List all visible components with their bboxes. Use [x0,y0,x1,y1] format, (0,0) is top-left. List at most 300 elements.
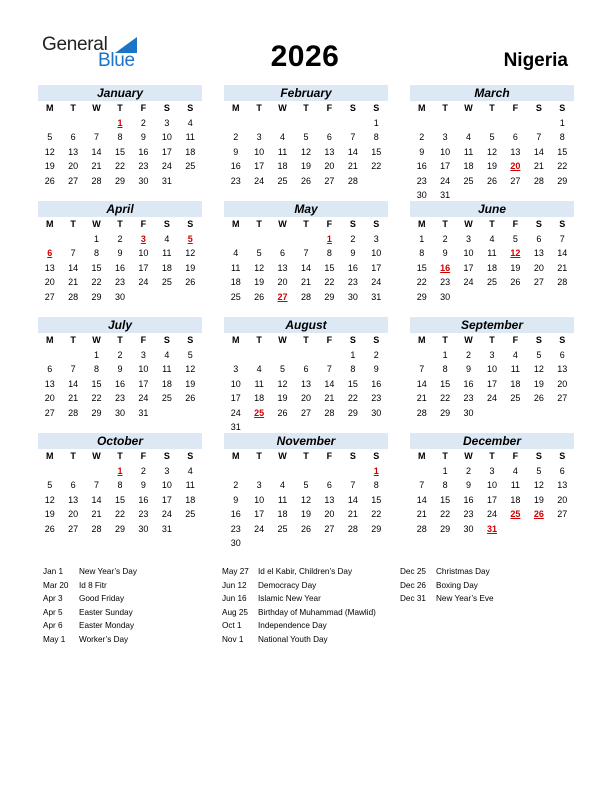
holiday-date: Dec 26 [400,580,426,590]
day-cell: 19 [486,161,497,171]
day-cell: 31 [440,190,451,200]
day-cell: 19 [44,161,55,171]
weekday-label: T [489,335,495,345]
month-title: August [224,317,388,333]
day-cell: 2 [233,480,239,490]
weekday-header [224,217,388,232]
day-cell: 14 [91,494,102,505]
day-cell: 10 [138,364,149,374]
empty-day-cell [551,522,574,537]
week-row [410,159,574,174]
weekday-label: W [464,451,473,461]
day-cell: 11 [185,132,195,142]
day-cell: 17 [161,494,172,505]
day-cell: 24 [161,161,172,171]
day-cell: 29 [371,523,382,534]
day-cell: 28 [68,291,79,302]
weekday-label: T [489,219,495,229]
day-cell: 23 [138,161,149,171]
day-cell: 4 [280,132,286,142]
day-cell: 6 [559,349,565,360]
weekday-label: W [278,451,287,461]
day-cell: 29 [91,407,102,418]
week-row [410,130,574,145]
day-cell: 6 [70,132,76,142]
day-cell: 4 [512,349,518,360]
day-cell: 24 [161,509,172,519]
empty-day-cell [247,464,270,479]
week-row [224,116,388,131]
day-cell: 15 [91,378,102,389]
week-row [410,464,574,479]
weekday-label: S [535,451,542,461]
day-cell: 13 [68,494,79,505]
weekday-label: M [231,335,240,345]
day-cell: 26 [486,175,497,186]
empty-day-cell [365,174,388,189]
weekday-label: S [373,103,380,113]
day-cell: 8 [373,480,379,490]
holiday-item [222,606,376,620]
day-cell: 11 [277,146,288,157]
holiday-date: Jan 1 [43,567,64,576]
day-cell: 5 [536,349,542,360]
day-cell: 23 [114,277,125,287]
day-cell: 3 [489,465,495,476]
day-cell: 28 [416,407,427,418]
day-cell: 15 [416,262,427,273]
day-cell: 15 [324,262,335,273]
day-cell: 5 [536,465,542,476]
day-cell: 22 [91,393,102,403]
day-cell: 13 [324,494,335,505]
day-cell: 11 [463,146,474,157]
empty-day-cell [480,290,503,305]
day-cell: 24 [486,393,497,403]
day-cell: 22 [440,393,451,403]
week-row [410,391,574,406]
day-cell: 12 [44,494,55,505]
empty-day-cell [294,348,317,363]
weekday-label: T [442,335,448,345]
day-cell: 20 [277,277,288,287]
holiday-date: Oct 1 [222,621,242,630]
empty-day-cell [504,290,527,305]
day-cell: 18 [185,146,196,157]
weekday-header [38,449,202,464]
weekday-label: T [117,335,123,345]
day-cell: 1 [350,349,356,360]
day-cell: 9 [419,146,425,157]
day-cell: 12 [300,494,311,505]
weekday-label: S [373,219,380,229]
day-cell: 19 [510,262,521,273]
day-cell: 21 [324,393,335,403]
day-cell: 17 [230,393,241,403]
day-cell: 26 [300,523,311,534]
day-cell: 8 [117,480,123,490]
empty-day-cell [527,406,550,421]
weekday-header [410,333,574,348]
empty-day-cell [480,116,503,131]
week-row [224,261,388,276]
country-title: Nigeria [503,50,568,71]
month-title: September [410,317,574,333]
day-cell: 13 [277,262,288,273]
day-cell: 22 [114,161,125,171]
week-row [38,406,202,421]
day-cell: 13 [557,480,568,490]
weekday-label: S [163,219,170,229]
weekday-header [410,449,574,464]
day-cell: 2 [140,117,146,128]
day-cell: 9 [350,248,356,258]
weekday-label: T [442,451,448,461]
day-cell: 16 [230,161,241,171]
day-cell: 23 [138,509,149,519]
day-cell: 2 [373,349,379,360]
weekday-label: S [187,335,194,345]
day-cell: 27 [68,523,79,534]
weekday-label: W [278,103,287,113]
logo-general-text: General [42,34,108,55]
day-cell: 24 [254,523,265,534]
holiday-name: National Youth Day [258,634,328,644]
week-row [38,159,202,174]
day-cell: 7 [70,248,76,258]
day-cell: 22 [416,277,427,287]
day-cell: 19 [533,378,544,389]
day-cell: 9 [117,364,123,374]
day-cell: 25 [185,509,196,519]
day-cell: 12 [254,262,265,273]
holiday-item [43,619,137,633]
day-cell: 30 [371,407,382,418]
weekday-label: S [349,103,356,113]
day-cell: 29 [440,523,451,534]
week-row [224,348,388,363]
day-cell: 30 [440,291,451,302]
weekday-header [38,333,202,348]
day-cell: 28 [416,523,427,534]
weekday-label: F [140,451,147,461]
week-row [224,145,388,160]
holiday-item [43,592,137,606]
weekday-label: W [92,451,101,461]
day-cell: 20 [533,262,544,273]
day-cell: 3 [164,465,170,476]
empty-day-cell [271,116,294,131]
day-cell: 25 [510,393,521,403]
day-cell-holiday: 25 [510,509,521,519]
day-cell: 3 [256,132,262,142]
day-cell: 24 [440,175,451,186]
weekday-label: F [326,451,333,461]
empty-day-cell [179,290,202,305]
week-row [224,362,388,377]
day-cell: 28 [347,175,358,186]
day-cell: 27 [557,393,568,403]
day-cell: 17 [138,262,149,273]
empty-day-cell [38,116,61,131]
day-cell: 15 [371,494,382,505]
weekday-label: S [187,451,194,461]
day-cell: 16 [463,494,474,505]
day-cell-holiday: 25 [254,407,265,418]
holiday-item [43,579,137,593]
holiday-date: May 27 [222,567,249,576]
day-cell: 29 [324,291,335,302]
month-june [410,201,574,304]
weekday-label: F [140,103,147,113]
week-row [38,507,202,522]
weekday-label: W [92,219,101,229]
week-row [38,493,202,508]
day-cell: 29 [557,175,568,186]
empty-day-cell [341,536,364,551]
day-cell: 27 [324,175,335,186]
day-cell: 30 [138,175,149,186]
weekday-header [224,333,388,348]
weekday-label: M [231,103,240,113]
day-cell: 27 [510,175,521,186]
day-cell: 9 [466,364,472,374]
day-cell-holiday: 20 [510,161,521,171]
day-cell: 21 [347,161,358,171]
week-row [224,391,388,406]
month-title: October [38,433,202,449]
week-row [410,261,574,276]
weekday-label: T [117,451,123,461]
week-row [410,174,574,189]
week-row [224,406,388,421]
month-title: November [224,433,388,449]
weekday-label: F [512,335,519,345]
day-cell-holiday: 12 [510,248,521,258]
day-cell-holiday: 31 [486,523,497,534]
day-cell: 11 [185,480,195,490]
empty-day-cell [38,464,61,479]
day-cell: 12 [277,378,288,389]
day-cell: 30 [114,291,125,302]
day-cell: 29 [114,175,125,186]
week-row [224,478,388,493]
day-cell: 8 [326,248,332,258]
holiday-name: Id 8 Fitr [79,580,107,590]
day-cell: 22 [557,161,568,171]
weekday-label: M [45,451,54,461]
month-march [410,85,574,203]
weekday-label: S [163,103,170,113]
holiday-name: Worker’s Day [79,634,129,644]
holiday-name: Boxing Day [436,580,478,590]
day-cell: 25 [161,393,172,403]
weekday-label: S [187,103,194,113]
day-cell: 9 [466,480,472,490]
holiday-name: New Year’s Day [79,567,137,576]
day-cell: 4 [233,248,239,258]
weekday-label: S [559,103,566,113]
holiday-item [400,579,494,593]
week-row [38,348,202,363]
day-cell: 25 [277,175,288,186]
weekday-label: W [278,335,287,345]
empty-day-cell [410,348,433,363]
week-row [224,464,388,479]
day-cell: 27 [557,509,568,519]
weekday-label: S [559,451,566,461]
empty-day-cell [504,116,527,131]
day-cell: 25 [486,277,497,287]
holiday-name: Christmas Day [436,567,490,576]
day-cell: 20 [557,494,568,505]
day-cell: 13 [324,146,335,157]
day-cell: 10 [371,248,382,258]
day-cell: 10 [138,248,149,258]
week-row [38,232,202,247]
day-cell: 11 [162,248,172,258]
month-may [224,201,388,304]
weekday-label: T [256,335,262,345]
weekday-label: T [117,219,123,229]
day-cell: 25 [185,161,196,171]
day-cell: 30 [463,407,474,418]
weekday-label: F [140,335,147,345]
day-cell: 8 [419,248,425,258]
day-cell: 31 [161,523,172,534]
day-cell: 23 [230,175,241,186]
day-cell: 10 [161,132,172,142]
empty-day-cell [341,464,364,479]
day-cell: 21 [68,393,79,403]
day-cell: 18 [161,262,172,273]
empty-day-cell [318,348,341,363]
week-row [410,377,574,392]
weekday-label: T [256,451,262,461]
day-cell: 8 [94,248,100,258]
empty-day-cell [247,348,270,363]
day-cell: 23 [416,175,427,186]
holiday-item [43,565,137,579]
day-cell: 8 [94,364,100,374]
month-title: March [410,85,574,101]
week-row [410,290,574,305]
day-cell: 14 [324,378,335,389]
holiday-date: May 1 [43,634,66,644]
day-cell: 12 [533,364,544,374]
weekday-label: T [70,103,76,113]
day-cell: 19 [185,378,196,389]
month-august [224,317,388,435]
holiday-list [43,565,583,655]
day-cell: 13 [510,146,521,157]
day-cell: 7 [303,248,309,258]
week-row [38,174,202,189]
day-cell: 4 [187,117,193,128]
day-cell: 10 [440,146,451,157]
day-cell: 18 [254,393,265,403]
day-cell: 28 [91,523,102,534]
day-cell: 21 [91,161,102,171]
day-cell: 30 [347,291,358,302]
day-cell: 24 [371,277,382,287]
day-cell: 8 [117,132,123,142]
week-row [38,464,202,479]
weekday-label: M [417,335,426,345]
day-cell: 3 [466,233,472,244]
week-row [224,159,388,174]
day-cell: 7 [94,480,100,490]
day-cell: 18 [510,494,521,505]
weekday-label: T [442,103,448,113]
week-row [410,145,574,160]
holiday-item [222,579,376,593]
day-cell: 1 [419,233,425,244]
day-cell: 19 [277,393,288,403]
day-cell: 18 [463,161,474,171]
day-cell: 26 [254,291,265,302]
day-cell: 19 [254,277,265,287]
day-cell: 11 [254,378,264,389]
week-row [224,493,388,508]
weekday-label: M [417,219,426,229]
day-cell: 27 [300,407,311,418]
weekday-label: F [326,335,333,345]
day-cell-holiday: 1 [117,465,123,476]
day-cell: 19 [300,509,311,519]
weekday-label: T [489,451,495,461]
empty-day-cell [247,232,270,247]
month-january [38,85,202,188]
holiday-item [222,565,376,579]
weekday-label: F [512,219,519,229]
day-cell: 7 [350,480,356,490]
day-cell: 28 [300,291,311,302]
weekday-label: S [559,219,566,229]
day-cell: 21 [347,509,358,519]
day-cell: 15 [557,146,568,157]
weekday-label: M [231,219,240,229]
week-row [224,246,388,261]
day-cell: 22 [91,277,102,287]
day-cell: 4 [164,233,170,244]
empty-day-cell [551,290,574,305]
empty-day-cell [341,116,364,131]
day-cell-holiday: 26 [533,509,544,519]
day-cell: 31 [230,422,241,432]
day-cell: 15 [114,146,125,157]
month-april [38,201,202,304]
holiday-date: Aug 25 [222,607,248,617]
month-october [38,433,202,536]
day-cell-holiday: 3 [140,233,146,244]
empty-day-cell [247,116,270,131]
holiday-column [400,565,494,606]
month-title: April [38,201,202,217]
empty-day-cell [179,406,202,421]
day-cell: 7 [419,480,425,490]
weekday-label: T [117,103,123,113]
holiday-date: Jun 12 [222,580,247,590]
day-cell: 14 [68,378,79,389]
empty-day-cell [224,232,247,247]
day-cell: 11 [231,262,241,273]
week-row [224,275,388,290]
day-cell: 6 [47,364,53,374]
weekday-label: F [326,103,333,113]
day-cell: 2 [466,349,472,360]
day-cell: 21 [557,262,568,273]
